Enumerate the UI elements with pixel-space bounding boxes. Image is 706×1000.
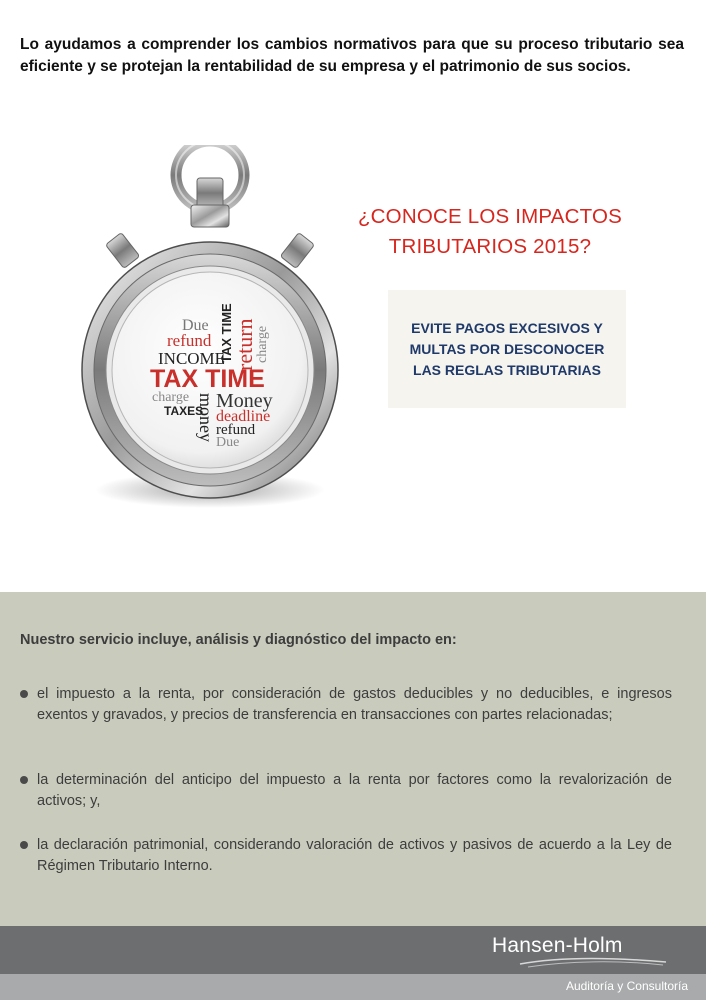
swoosh-icon (518, 956, 668, 970)
headline (330, 202, 650, 262)
bullet-icon (20, 690, 28, 698)
word-refund-top: refund (167, 331, 212, 350)
callout-line-1: EVITE PAGOS EXCESIVOS Y (411, 319, 603, 336)
services-heading: Nuestro servicio incluye, análisis y diagnóstico del impacto en: (20, 632, 457, 648)
tagline-bar (0, 974, 706, 1000)
word-refund-bottom: refund (216, 422, 256, 438)
word-money-vertical: money (196, 393, 216, 442)
word-due-top: Due (182, 317, 209, 334)
headline-line-1: ¿CONOCE LOS IMPACTOS (357, 205, 623, 228)
word-tax-time: TAX TIME (150, 365, 265, 393)
list-item-text: el impuesto a la renta, por consideración de gastos deducibles y no deducibles, e ingresos exentos y gravados, y precios de transferencia en transacciones con partes relacionadas; (37, 686, 672, 723)
tagline: Auditoría y Consultoría (565, 979, 688, 993)
callout-text (410, 318, 605, 381)
word-money: Money (216, 390, 273, 412)
bullet-icon (20, 776, 28, 784)
word-income: INCOME (158, 349, 226, 368)
brand-logo: Hansen-Holm (492, 934, 623, 957)
callout-box (388, 290, 626, 408)
word-due-bottom: Due (216, 435, 240, 450)
word-charge-vertical: charge (255, 325, 270, 363)
list-item (20, 835, 672, 876)
headline-line-2: TRIBUTARIOS 2015? (388, 235, 592, 258)
word-deadline: deadline (216, 408, 271, 425)
list-item (20, 770, 672, 811)
intro-paragraph: Lo ayudamos a comprender los cambios normativos para que su proceso tributario sea eficiente y se protejan la rentabilidad de su empresa y el patrimonio de sus socios. (20, 36, 684, 75)
stopwatch-icon (60, 145, 360, 525)
word-return: return (232, 318, 257, 371)
callout-line-2: MULTAS POR DESCONOCER (409, 340, 605, 357)
list-item-text: la determinación del anticipo del impuesto a la renta por factores como la revalorización de activos; y, (37, 772, 672, 809)
list-item-text: la declaración patrimonial, considerando valoración de activos y pasivos de acuerdo a la Ley de Régimen Tributario Interno. (37, 837, 672, 874)
word-taxes: TAXES (164, 404, 204, 418)
bullet-icon (20, 841, 28, 849)
word-tax-time-vertical: TAX TIME (219, 303, 234, 363)
list-item (20, 684, 672, 725)
callout-line-3: LAS REGLAS TRIBUTARIAS (413, 361, 601, 378)
services-panel (0, 592, 706, 926)
footer (0, 926, 706, 1000)
word-charge: charge (152, 390, 190, 405)
